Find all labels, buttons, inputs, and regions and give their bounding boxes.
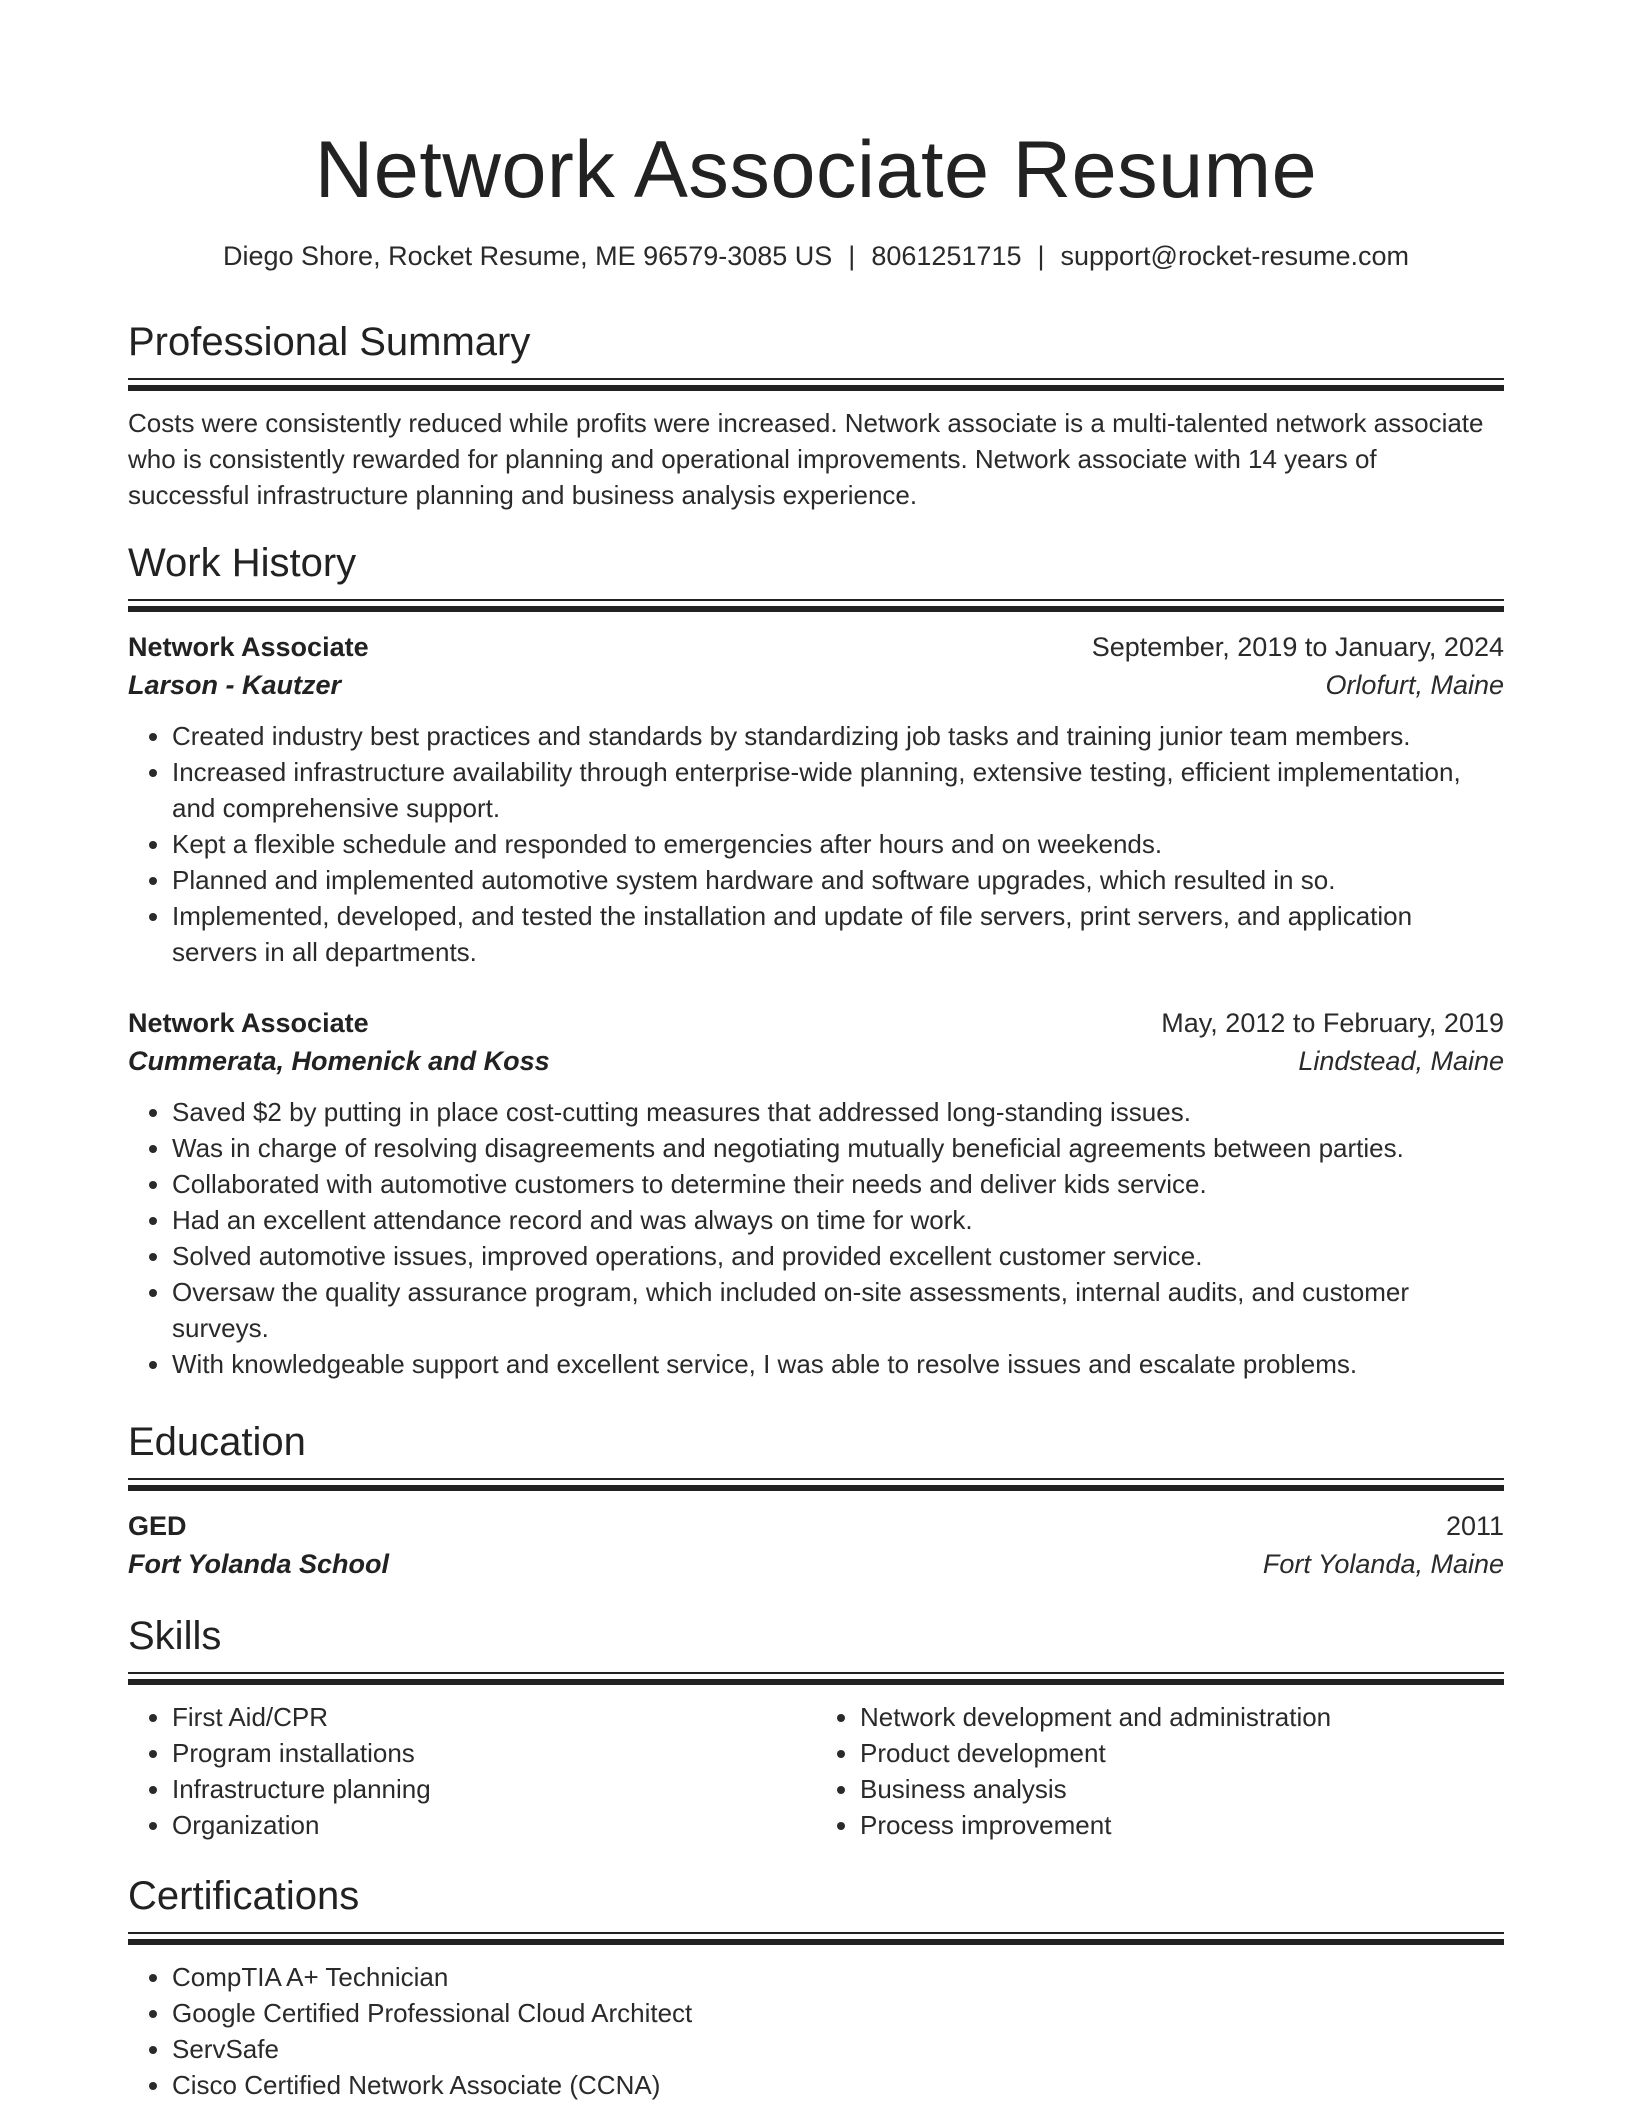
list-item: • Increased infrastructure availability through enterprise-wide planning, extensive testing, efficient implementation, and comprehensive support. xyxy=(172,754,1504,826)
section-divider xyxy=(128,1672,1504,1685)
list-item: • CompTIA A+ Technician xyxy=(172,1959,1504,1995)
job-duties xyxy=(128,1094,1504,1382)
section-divider xyxy=(128,599,1504,612)
job-header xyxy=(128,628,1504,666)
education-section xyxy=(128,1414,1504,1583)
contact-separator: | xyxy=(1037,241,1045,271)
job-location: Lindstead, Maine xyxy=(1298,1046,1504,1076)
list-item: • Business analysis xyxy=(860,1771,1504,1807)
section-divider xyxy=(128,1932,1504,1945)
summary-text: Costs were consistently reduced while profits were increased. Network associate is a multi-talented network associate who is consistently rewarded for planning and operational improvements. Network associate with 14 years of successful infrastructure planning and business analysis experience. xyxy=(128,408,1484,510)
skills-section xyxy=(128,1608,1504,1843)
work-history-section xyxy=(128,535,1504,1382)
job-title: Network Associate xyxy=(128,632,369,662)
section-heading-skills: Skills xyxy=(128,1614,222,1658)
section-heading-education: Education xyxy=(128,1420,306,1464)
job-entry xyxy=(128,1004,1504,1382)
contact-separator: | xyxy=(848,241,856,271)
list-item: • Product development xyxy=(860,1735,1504,1771)
education-degree: GED xyxy=(128,1511,187,1541)
section-heading-work-history: Work History xyxy=(128,541,357,585)
education-location: Fort Yolanda, Maine xyxy=(1262,1549,1504,1579)
certifications-section xyxy=(128,1868,1504,2103)
contact-line xyxy=(128,236,1504,276)
job-employer-row xyxy=(128,1042,1504,1080)
skills-list-left xyxy=(128,1699,816,1843)
education-school: Fort Yolanda School xyxy=(128,1549,390,1579)
resume-title: Network Associate Resume xyxy=(314,125,1318,215)
list-item: • With knowledgeable support and excellent service, I was able to resolve issues and escalate problems. xyxy=(172,1346,1504,1382)
list-item: • Program installations xyxy=(172,1735,816,1771)
education-year: 2011 xyxy=(1445,1511,1504,1541)
list-item: • Created industry best practices and standards by standardizing job tasks and training junior team members. xyxy=(172,718,1504,754)
contact-address: Diego Shore, Rocket Resume, ME 96579-3085 US xyxy=(222,241,833,271)
job-title: Network Associate xyxy=(128,1008,369,1038)
job-company: Larson - Kautzer xyxy=(128,670,342,700)
job-dates: September, 2019 to January, 2024 xyxy=(1091,632,1504,662)
list-item: • Saved $2 by putting in place cost-cutting measures that addressed long-standing issues. xyxy=(172,1094,1504,1130)
job-header xyxy=(128,1004,1504,1042)
education-school-row xyxy=(128,1545,1504,1583)
list-item: • Organization xyxy=(172,1807,816,1843)
list-item: • Had an excellent attendance record and was always on time for work. xyxy=(172,1202,1504,1238)
list-item: • Solved automotive issues, improved operations, and provided excellent customer service. xyxy=(172,1238,1504,1274)
job-location: Orlofurt, Maine xyxy=(1325,670,1504,700)
list-item: • Oversaw the quality assurance program, which included on-site assessments, internal audits, and customer surveys. xyxy=(172,1274,1504,1346)
job-dates: May, 2012 to February, 2019 xyxy=(1161,1008,1504,1038)
contact-phone: 8061251715 xyxy=(871,241,1022,271)
contact-email: support@rocket-resume.com xyxy=(1060,241,1410,271)
certifications-list xyxy=(128,1959,1504,2103)
list-item: • Implemented, developed, and tested the installation and update of file servers, print servers, and application servers in all departments. xyxy=(172,898,1504,970)
list-item: • Process improvement xyxy=(860,1807,1504,1843)
skills-list-right xyxy=(816,1699,1504,1843)
section-divider xyxy=(128,378,1504,391)
list-item: • Infrastructure planning xyxy=(172,1771,816,1807)
job-duties xyxy=(128,718,1504,970)
education-entry xyxy=(128,1507,1504,1583)
list-item: • Collaborated with automotive customers to determine their needs and deliver kids service. xyxy=(172,1166,1504,1202)
list-item: • Google Certified Professional Cloud Architect xyxy=(172,1995,1504,2031)
section-divider xyxy=(128,1478,1504,1491)
section-heading-certifications: Certifications xyxy=(128,1874,360,1918)
list-item: • First Aid/CPR xyxy=(172,1699,816,1735)
job-employer-row xyxy=(128,666,1504,704)
education-header xyxy=(128,1507,1504,1545)
list-item: • Cisco Certified Network Associate (CCNA) xyxy=(172,2067,1504,2103)
section-heading-summary: Professional Summary xyxy=(128,320,531,364)
skills-grid xyxy=(128,1699,1504,1843)
list-item: • Was in charge of resolving disagreements and negotiating mutually beneficial agreements between parties. xyxy=(172,1130,1504,1166)
list-item: • Network development and administration xyxy=(860,1699,1504,1735)
summary-section xyxy=(128,314,1504,513)
job-company: Cummerata, Homenick and Koss xyxy=(128,1046,550,1076)
job-entry xyxy=(128,628,1504,970)
list-item: • ServSafe xyxy=(172,2031,1504,2067)
list-item: • Kept a flexible schedule and responded to emergencies after hours and on weekends. xyxy=(172,826,1504,862)
list-item: • Planned and implemented automotive system hardware and software upgrades, which resulted in so. xyxy=(172,862,1504,898)
